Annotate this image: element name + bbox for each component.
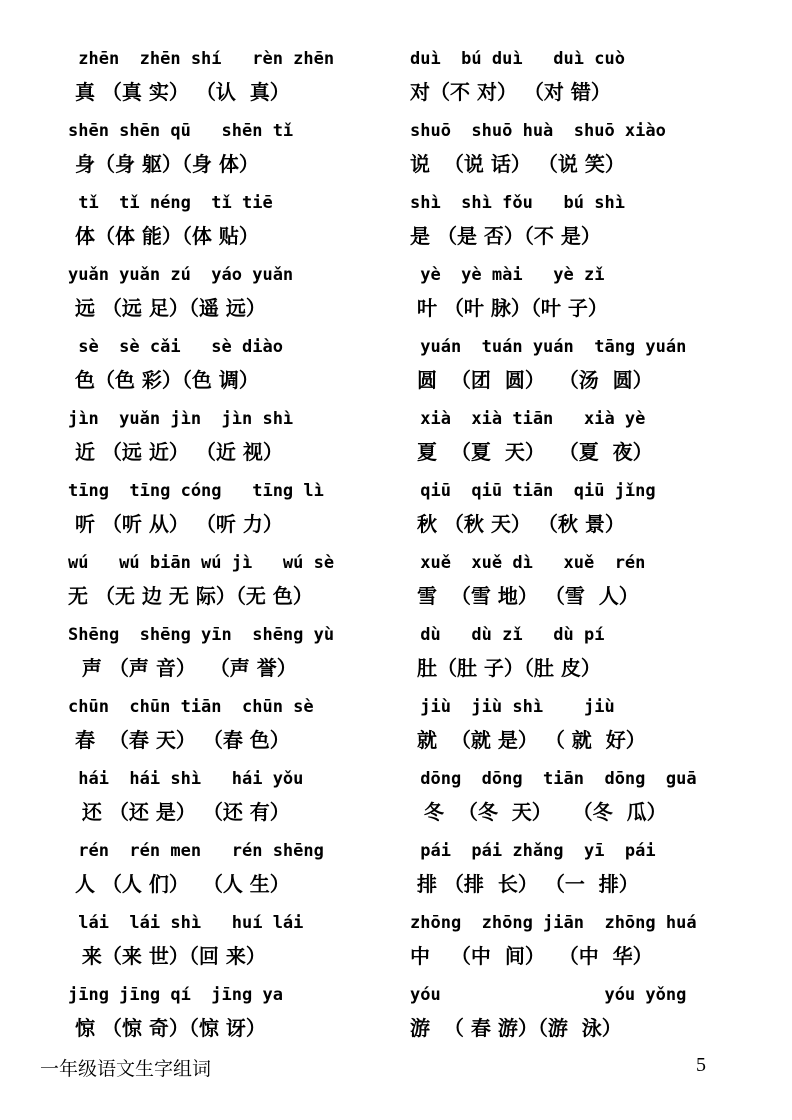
word-entry bbox=[68, 692, 388, 764]
character-words-line: 来（来 世）（回 来） bbox=[68, 944, 266, 968]
pinyin-line: xià xià tiān xià yè bbox=[410, 409, 646, 429]
character-words-line: 夏 （夏 天） （夏 夜） bbox=[410, 440, 653, 464]
footer-title: 一年级语文生字组词 bbox=[40, 1058, 212, 1080]
character-words-line: 圆 （团 圆） （汤 圆） bbox=[410, 368, 653, 392]
word-entry bbox=[410, 260, 740, 332]
pinyin-line: wú wú biān wú jì wú sè bbox=[68, 553, 335, 573]
word-entry bbox=[410, 908, 740, 980]
word-entry bbox=[410, 836, 740, 908]
pinyin-line: tīng tīng cóng tīng lì bbox=[68, 481, 324, 501]
pinyin-line: lái lái shì huí lái bbox=[68, 913, 304, 933]
word-entry bbox=[68, 908, 388, 980]
pinyin-line: jìn yuǎn jìn jìn shì bbox=[68, 409, 294, 429]
pinyin-line: zhēn zhēn shí rèn zhēn bbox=[68, 49, 335, 69]
character-words-line: 是 （是 否）（不 是） bbox=[410, 224, 601, 248]
word-entry bbox=[410, 692, 740, 764]
word-entry bbox=[68, 548, 388, 620]
character-words-line: 色（色 彩）（色 调） bbox=[68, 368, 259, 392]
left-column bbox=[68, 44, 388, 1052]
word-entry bbox=[68, 980, 388, 1052]
character-words-line: 体（体 能）（体 贴） bbox=[68, 224, 259, 248]
word-entry bbox=[68, 260, 388, 332]
character-words-line: 中 （中 间） （中 华） bbox=[410, 944, 653, 968]
right-column bbox=[410, 44, 740, 1052]
word-entry bbox=[68, 836, 388, 908]
word-entry bbox=[410, 548, 740, 620]
word-entry bbox=[68, 476, 388, 548]
character-words-line: 真 （真 实） （认 真） bbox=[68, 80, 290, 104]
character-words-line: 无 （无 边 无 际）（无 色） bbox=[68, 584, 313, 608]
pinyin-line: Shēng shēng yīn shēng yù bbox=[68, 625, 335, 645]
character-words-line: 叶 （叶 脉）（叶 子） bbox=[410, 296, 608, 320]
pinyin-line: chūn chūn tiān chūn sè bbox=[68, 697, 314, 717]
pinyin-line: zhōng zhōng jiān zhōng huá bbox=[410, 913, 697, 933]
pinyin-line: sè sè cǎi sè diào bbox=[68, 337, 283, 357]
word-entry bbox=[410, 44, 740, 116]
pinyin-line: rén rén men rén shēng bbox=[68, 841, 324, 861]
character-words-line: 冬 （冬 天） （冬 瓜） bbox=[410, 800, 667, 824]
word-entry bbox=[410, 188, 740, 260]
pinyin-line: jiù jiù shì jiù bbox=[410, 697, 615, 717]
word-entry bbox=[410, 116, 740, 188]
character-words-line: 人 （人 们） （人 生） bbox=[68, 872, 290, 896]
character-words-line: 声 （声 音） （声 誉） bbox=[68, 656, 297, 680]
word-entry bbox=[68, 44, 388, 116]
character-words-line: 远 （远 足）（遥 远） bbox=[68, 296, 266, 320]
word-entry bbox=[410, 764, 740, 836]
word-entry bbox=[68, 404, 388, 476]
page-number: 5 bbox=[696, 1054, 706, 1076]
character-words-line: 就 （就 是） （ 就 好） bbox=[410, 728, 646, 752]
word-entry bbox=[68, 332, 388, 404]
pinyin-line: dù dù zǐ dù pí bbox=[410, 625, 605, 645]
character-words-line: 对（不 对） （对 错） bbox=[410, 80, 611, 104]
word-entry bbox=[68, 620, 388, 692]
character-words-line: 秋 （秋 天） （秋 景） bbox=[410, 512, 625, 536]
character-words-line: 还 （还 是） （还 有） bbox=[68, 800, 290, 824]
word-entry bbox=[410, 476, 740, 548]
character-words-line: 肚（肚 子）（肚 皮） bbox=[410, 656, 601, 680]
pinyin-line: yè yè mài yè zǐ bbox=[410, 265, 605, 285]
pinyin-line: jīng jīng qí jīng ya bbox=[68, 985, 283, 1005]
character-words-line: 游 （ 春 游）（游 泳） bbox=[410, 1016, 622, 1040]
pinyin-line: qiū qiū tiān qiū jǐng bbox=[410, 481, 656, 501]
character-words-line: 雪 （雪 地） （雪 人） bbox=[410, 584, 639, 608]
pinyin-line: dōng dōng tiān dōng guā bbox=[410, 769, 697, 789]
pinyin-line: xuě xuě dì xuě rén bbox=[410, 553, 646, 573]
character-words-line: 春 （春 天） （春 色） bbox=[68, 728, 290, 752]
pinyin-line: pái pái zhǎng yī pái bbox=[410, 841, 656, 861]
word-entry bbox=[68, 764, 388, 836]
pinyin-line: shì shì fǒu bú shì bbox=[410, 193, 625, 213]
character-words-line: 听 （听 从） （听 力） bbox=[68, 512, 283, 536]
word-entry bbox=[410, 620, 740, 692]
word-entry bbox=[410, 332, 740, 404]
pinyin-line: yóu yóu yǒng bbox=[410, 985, 687, 1005]
word-entry bbox=[68, 188, 388, 260]
character-words-line: 说 （说 话） （说 笑） bbox=[410, 152, 625, 176]
pinyin-line: duì bú duì duì cuò bbox=[410, 49, 625, 69]
pinyin-line: tǐ tǐ néng tǐ tiē bbox=[68, 193, 273, 213]
pinyin-line: shēn shēn qū shēn tǐ bbox=[68, 121, 294, 141]
character-words-line: 近 （远 近） （近 视） bbox=[68, 440, 283, 464]
pinyin-line: yuǎn yuǎn zú yáo yuǎn bbox=[68, 265, 294, 285]
character-words-line: 惊 （惊 奇）（惊 讶） bbox=[68, 1016, 266, 1040]
word-entry bbox=[410, 980, 740, 1052]
pinyin-line: shuō shuō huà shuō xiào bbox=[410, 121, 666, 141]
pinyin-line: hái hái shì hái yǒu bbox=[68, 769, 304, 789]
word-entry bbox=[68, 116, 388, 188]
character-words-line: 身（身 躯）（身 体） bbox=[68, 152, 259, 176]
character-words-line: 排 （排 长） （一 排） bbox=[410, 872, 639, 896]
word-entry bbox=[410, 404, 740, 476]
pinyin-line: yuán tuán yuán tāng yuán bbox=[410, 337, 687, 357]
